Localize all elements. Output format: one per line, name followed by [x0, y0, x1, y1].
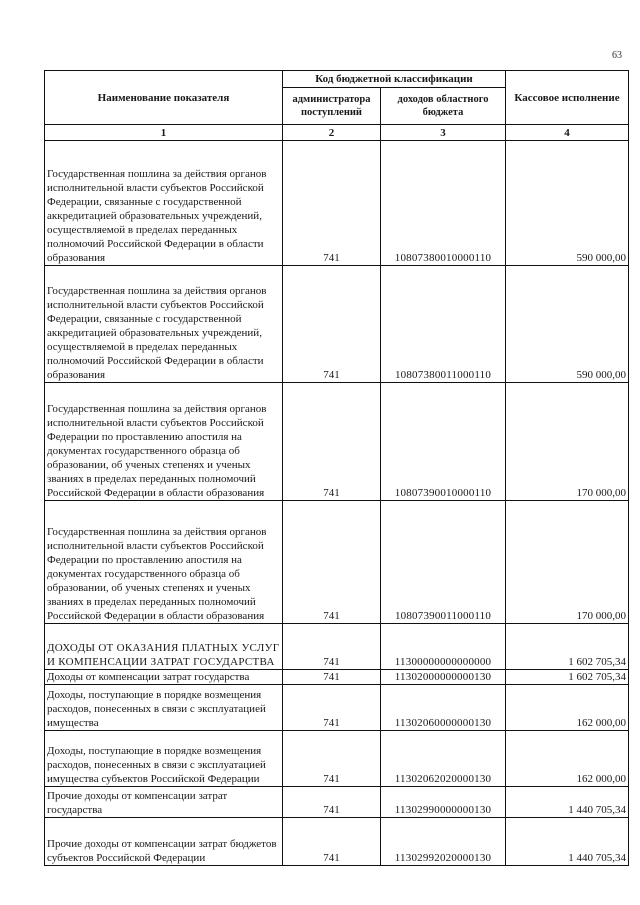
table-row [45, 266, 629, 383]
indicator-name: Государственная пошлина за действия органов исполнительной власти субъектов Российской Федерации по проставлению апостиля на документах государственного образца об образовании, об ученых степенях и ученых званиях в пределах переданных полномочий Российской Федерации в области образования [45, 501, 283, 624]
income-code: 11302060000000130 [381, 685, 506, 731]
column-number-1: 1 [45, 125, 283, 141]
table-row [45, 141, 629, 266]
page-number: 63 [612, 50, 622, 61]
table-row [45, 383, 629, 501]
header-regional-income: доходов областного бюджета [381, 88, 506, 125]
income-code: 10807390010000110 [381, 383, 506, 501]
administrator-code: 741 [283, 501, 381, 624]
column-number-2: 2 [283, 125, 381, 141]
budget-income-table [44, 70, 629, 866]
income-code: 11302990000000130 [381, 787, 506, 818]
income-code: 11302062020000130 [381, 731, 506, 787]
cash-amount: 1 440 705,34 [506, 818, 629, 866]
header-cash-execution: Кассовое исполнение [506, 71, 629, 125]
cash-amount: 170 000,00 [506, 501, 629, 624]
income-code: 10807380011000110 [381, 266, 506, 383]
administrator-code: 741 [283, 685, 381, 731]
administrator-code: 741 [283, 624, 381, 670]
administrator-code: 741 [283, 141, 381, 266]
cash-amount: 162 000,00 [506, 685, 629, 731]
table-row [45, 501, 629, 624]
table-row [45, 787, 629, 818]
administrator-code: 741 [283, 787, 381, 818]
cash-amount: 162 000,00 [506, 731, 629, 787]
administrator-code: 741 [283, 266, 381, 383]
income-code: 11300000000000000 [381, 624, 506, 670]
cash-amount: 1 602 705,34 [506, 624, 629, 670]
cash-amount: 1 440 705,34 [506, 787, 629, 818]
header-indicator-name: Наименование показателя [45, 71, 283, 125]
header-administrator: администратора поступлений [283, 88, 381, 125]
cash-amount: 590 000,00 [506, 141, 629, 266]
table-row [45, 818, 629, 866]
table-row [45, 624, 629, 670]
table-row [45, 731, 629, 787]
column-number-4: 4 [506, 125, 629, 141]
income-code: 10807390011000110 [381, 501, 506, 624]
cash-amount: 590 000,00 [506, 266, 629, 383]
cash-amount: 1 602 705,34 [506, 670, 629, 685]
header-classification-code: Код бюджетной классификации [283, 71, 506, 88]
indicator-name: Прочие доходы от компенсации затрат государства [45, 787, 283, 818]
administrator-code: 741 [283, 818, 381, 866]
income-code: 11302000000000130 [381, 670, 506, 685]
income-code: 11302992020000130 [381, 818, 506, 866]
cash-amount: 170 000,00 [506, 383, 629, 501]
table-row [45, 670, 629, 685]
column-number-3: 3 [381, 125, 506, 141]
administrator-code: 741 [283, 670, 381, 685]
indicator-name: Государственная пошлина за действия органов исполнительной власти субъектов Российской Федерации, связанные с государственной аккредитацией образовательных учреждений, осуществляемой в пределах переданных полномочий Российской Федерации в области образования [45, 141, 283, 266]
income-code: 10807380010000110 [381, 141, 506, 266]
indicator-name: ДОХОДЫ ОТ ОКАЗАНИЯ ПЛАТНЫХ УСЛУГ И КОМПЕНСАЦИИ ЗАТРАТ ГОСУДАРСТВА [45, 624, 283, 670]
indicator-name: Государственная пошлина за действия органов исполнительной власти субъектов Российской Федерации, связанные с государственной аккредитацией образовательных учреждений, осуществляемой в пределах переданных полномочий Российской Федерации в области образования [45, 266, 283, 383]
indicator-name: Государственная пошлина за действия органов исполнительной власти субъектов Российской Федерации по проставлению апостиля на документах государственного образца об образовании, об ученых степенях и ученых званиях в пределах переданных полномочий Российской Федерации в области образования [45, 383, 283, 501]
administrator-code: 741 [283, 731, 381, 787]
indicator-name: Доходы от компенсации затрат государства [45, 670, 283, 685]
indicator-name: Доходы, поступающие в порядке возмещения расходов, понесенных в связи с эксплуатацией имущества субъектов Российской Федерации [45, 731, 283, 787]
administrator-code: 741 [283, 383, 381, 501]
table-row [45, 685, 629, 731]
indicator-name: Доходы, поступающие в порядке возмещения расходов, понесенных в связи с эксплуатацией имущества [45, 685, 283, 731]
indicator-name: Прочие доходы от компенсации затрат бюджетов субъектов Российской Федерации [45, 818, 283, 866]
